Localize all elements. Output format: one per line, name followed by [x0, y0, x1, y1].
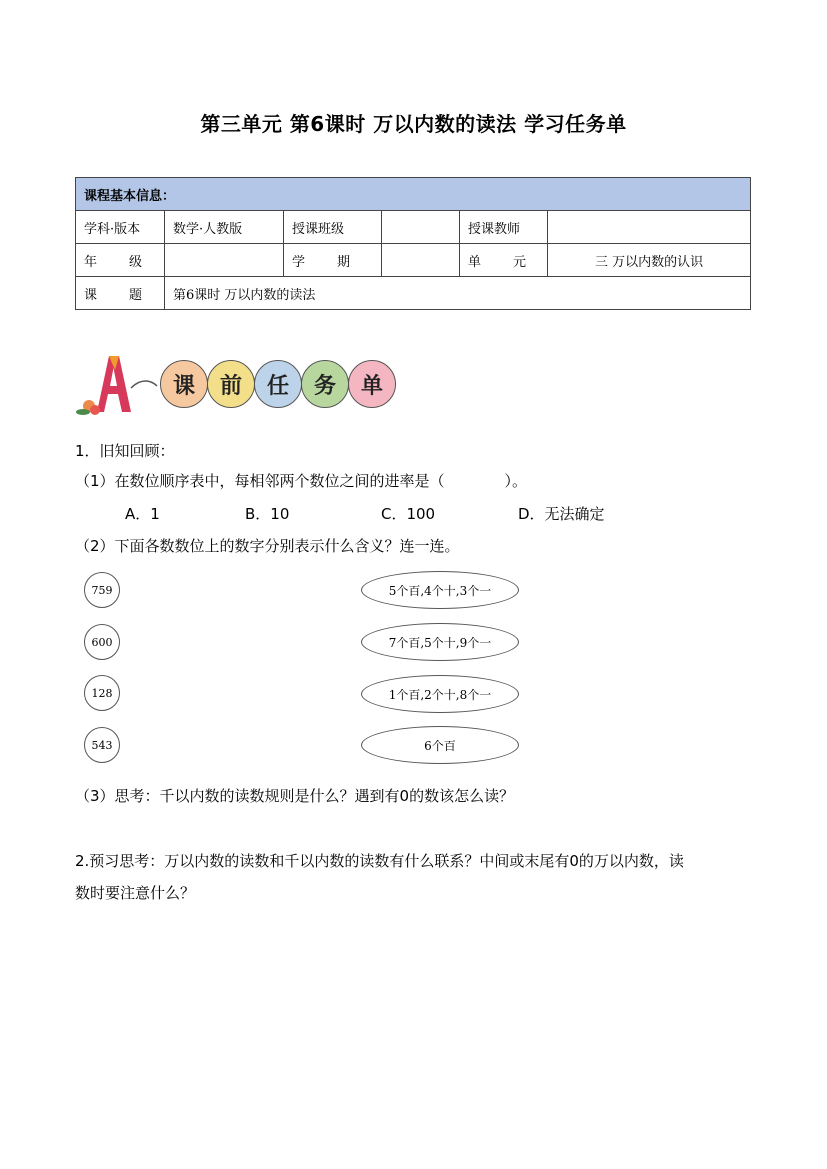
label-unit: 单 元: [460, 244, 548, 277]
value-semester[interactable]: [382, 244, 460, 277]
number-circle-128[interactable]: 128: [84, 675, 120, 711]
label-semester: 学 期: [284, 244, 382, 277]
number-circle-600[interactable]: 600: [84, 624, 120, 660]
banner-char-2: 前: [207, 360, 255, 408]
section2-line-1: 2.预习思考：万以内数的读数和千以内数的读数有什么联系？中间或末尾有0的万以内数，读: [75, 852, 684, 870]
value-topic: 第6课时 万以内数的读法: [165, 277, 751, 310]
meaning-oval-1[interactable]: 5个百,4个十,3个一: [361, 571, 519, 609]
info-table-header: 课程基本信息：: [76, 178, 751, 211]
option-a[interactable]: A．1: [125, 505, 160, 523]
label-subject-edition: 学科·版本: [76, 211, 165, 244]
number-circle-759[interactable]: 759: [84, 572, 120, 608]
section1-heading: 1．旧知回顾：: [75, 442, 175, 460]
meaning-oval-4[interactable]: 6个百: [361, 726, 519, 764]
option-b[interactable]: B．10: [245, 505, 290, 523]
banner-char-1: 课: [160, 360, 208, 408]
question-1: （1）在数位顺序表中，每相邻两个数位之间的进率是（ ）。: [75, 472, 528, 490]
value-subject-edition: 数学·人教版: [165, 211, 284, 244]
pre-class-banner: [75, 348, 405, 420]
label-teacher: 授课教师: [460, 211, 548, 244]
question-3: （3）思考：千以内数的读数规则是什么？遇到有0的数该怎么读？: [75, 787, 515, 805]
label-grade: 年 级: [76, 244, 165, 277]
banner-char-5: 单: [348, 360, 396, 408]
label-class: 授课班级: [284, 211, 382, 244]
value-unit: 三 万以内数的认识: [548, 244, 751, 277]
meaning-oval-2[interactable]: 7个百,5个十,9个一: [361, 623, 519, 661]
course-info-table: [75, 177, 751, 310]
question-2: （2）下面各数数位上的数字分别表示什么含义？连一连。: [75, 537, 460, 555]
option-c[interactable]: C．100: [381, 505, 436, 523]
letter-a-flower-icon: [75, 348, 165, 420]
meaning-oval-3[interactable]: 1个百,2个十,8个一: [361, 675, 519, 713]
banner-char-4: 务: [301, 360, 349, 408]
value-class[interactable]: [382, 211, 460, 244]
value-teacher[interactable]: [548, 211, 751, 244]
banner-char-3: 任: [254, 360, 302, 408]
section2-line-2: 数时要注意什么？: [75, 884, 196, 902]
value-grade[interactable]: [165, 244, 284, 277]
option-d[interactable]: D．无法确定: [518, 505, 605, 523]
label-topic: 课 题: [76, 277, 165, 310]
page-title: 第三单元 第6课时 万以内数的读法 学习任务单: [200, 112, 627, 136]
number-circle-543[interactable]: 543: [84, 727, 120, 763]
